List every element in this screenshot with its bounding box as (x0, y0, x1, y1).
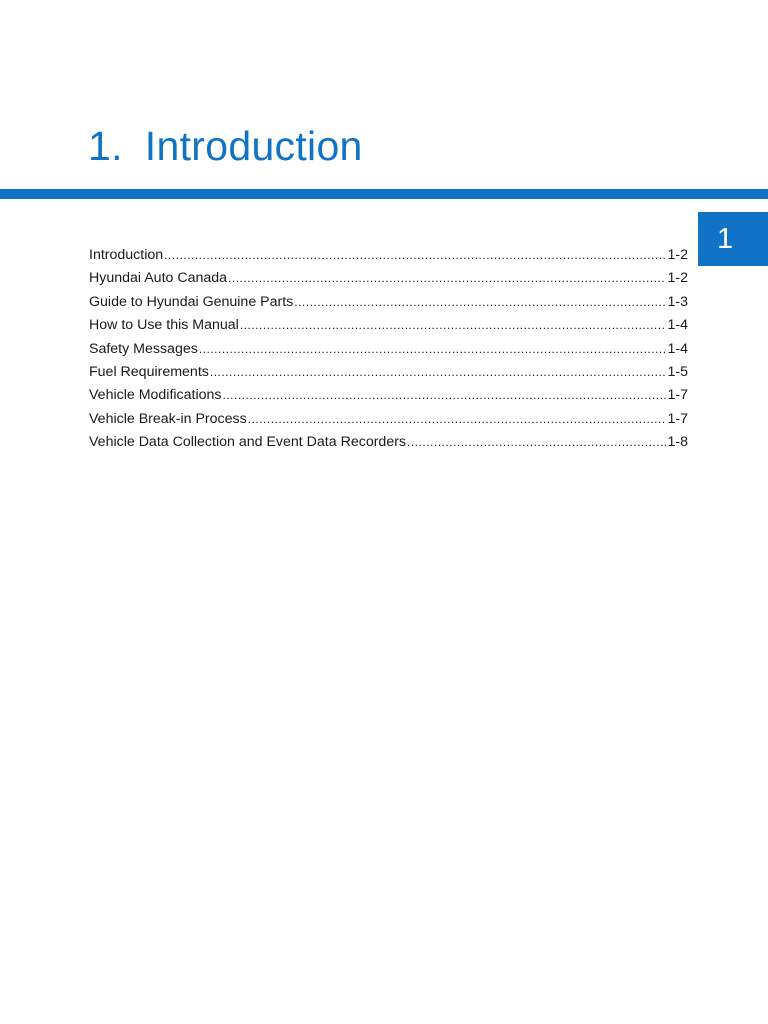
toc-item-data-collection[interactable] (89, 431, 688, 454)
toc-leader-dots (294, 291, 666, 314)
toc-item-label: Hyundai Auto Canada (89, 270, 228, 287)
toc-leader-dots (248, 408, 667, 431)
toc-item-label: Introduction (89, 247, 164, 263)
toc-item-page: 1-4 (667, 340, 688, 357)
toc-item-page: 1-8 (667, 434, 688, 451)
toc-leader-dots (407, 431, 666, 454)
toc-item-safety-messages[interactable] (89, 338, 688, 361)
toc-leader-dots (228, 267, 666, 290)
toc-item-label: Vehicle Break-in Process (89, 410, 247, 427)
toc-leader-dots (210, 361, 667, 384)
page-title (88, 118, 363, 174)
toc-leader-dots (164, 244, 666, 267)
toc-item-label: How to Use this Manual (89, 317, 239, 334)
toc-item-page: 1-4 (667, 317, 688, 334)
toc-item-label: Vehicle Modifications (89, 387, 222, 404)
toc-item-page: 1-3 (667, 293, 688, 310)
toc-item-page: 1-5 (667, 363, 688, 380)
toc-item-vehicle-modifications[interactable] (89, 384, 688, 407)
toc-item-how-to-use-manual[interactable] (89, 314, 688, 337)
toc-leader-dots (240, 314, 667, 337)
chapter-number: 1. (88, 123, 123, 169)
toc-leader-dots (223, 384, 667, 407)
toc-item-page: 1-7 (667, 387, 688, 404)
toc-item-hyundai-auto-canada[interactable] (89, 267, 688, 290)
toc-item-genuine-parts[interactable] (89, 291, 688, 314)
chapter-divider (0, 189, 768, 199)
chapter-tab[interactable] (698, 212, 768, 266)
toc-item-page: 1-7 (667, 410, 688, 427)
toc-item-label: Vehicle Data Collection and Event Data Recorders (89, 434, 407, 451)
toc-item-label: Fuel Requirements (89, 363, 209, 380)
toc-leader-dots (199, 338, 667, 361)
toc-item-introduction[interactable] (89, 244, 688, 267)
toc-item-label: Guide to Hyundai Genuine Parts (89, 293, 294, 310)
table-of-contents (89, 244, 688, 455)
toc-item-label: Safety Messages (89, 340, 198, 357)
toc-item-fuel-requirements[interactable] (89, 361, 688, 384)
toc-item-page: 1-2 (667, 270, 688, 287)
chapter-tab-number: 1 (717, 223, 734, 255)
chapter-title-text: Introduction (144, 123, 363, 169)
toc-item-break-in-process[interactable] (89, 408, 688, 431)
toc-item-page: 1-2 (667, 247, 688, 263)
